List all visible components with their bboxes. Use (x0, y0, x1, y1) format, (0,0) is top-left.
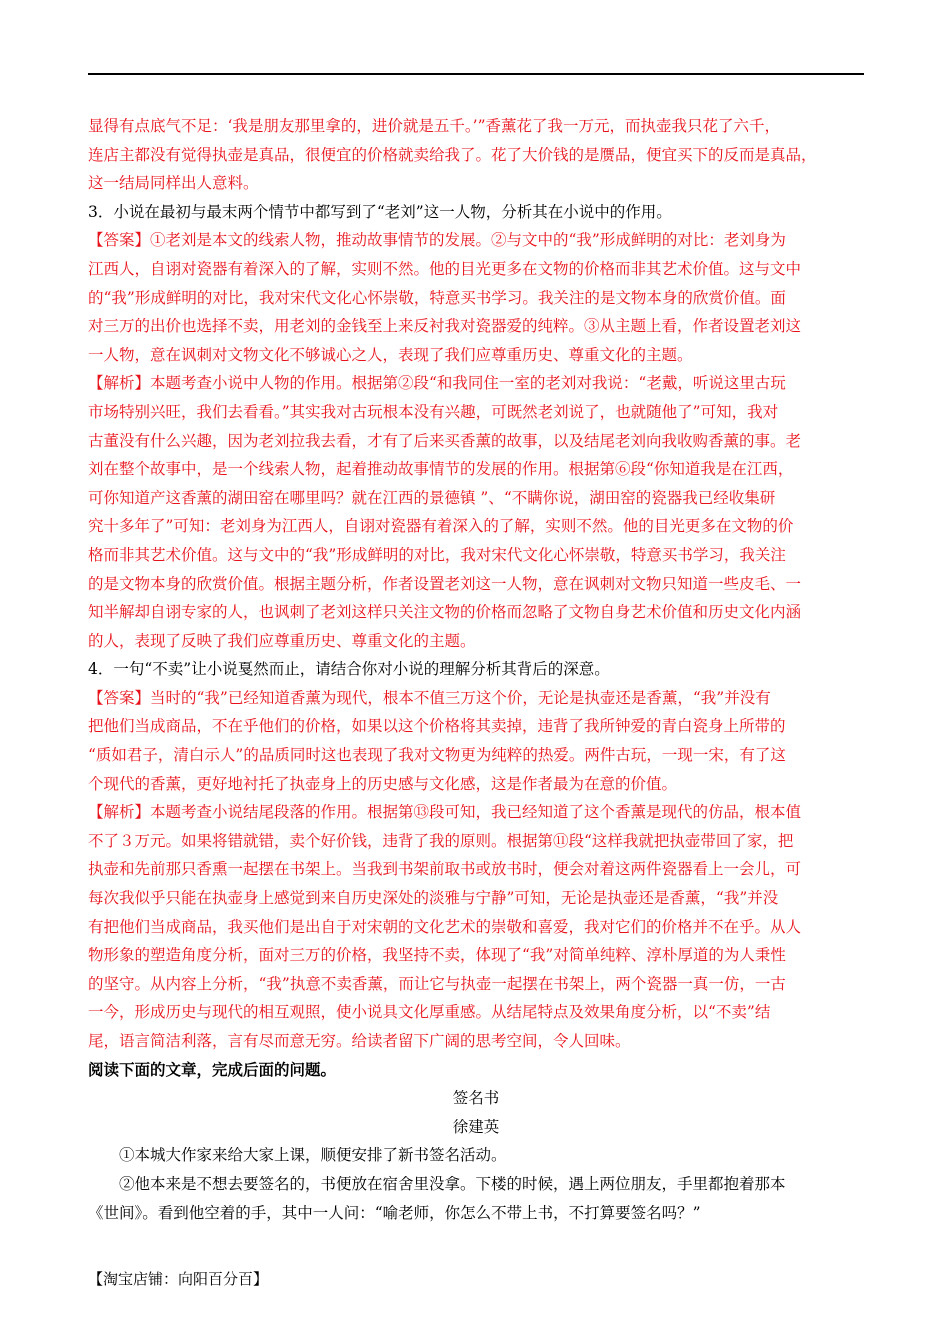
text-line: 的人，表现了反映了我们应尊重历史、尊重文化的主题。 (88, 631, 476, 650)
text-line: 4．一句“不卖”让小说戛然而止，请结合你对小说的理解分析其背后的深意。 (88, 660, 610, 679)
text-line: 【答案】①老刘是本文的线索人物，推动故事情节的发展。②与文中的“我”形成鲜明的对比：老刘身为 (88, 231, 786, 250)
text-line: 不了３万元。如果将错就错，卖个好价钱，违背了我的原则。根据第⑪段“这样我就把执壶带回了家，把 (88, 831, 794, 850)
text-line: 阅读下面的文章，完成后面的问题。 (88, 1059, 337, 1079)
text-line: 物形象的塑造角度分析，面对三万的价格，我坚持不卖，体现了“我”对简单纯粹、淳朴厚道的为人秉性 (88, 946, 786, 965)
text-line: 【解析】本题考查小说中人物的作用。根据第②段“和我同住一室的老刘对我说：“老戴，听说这里古玩 (88, 374, 786, 393)
text-line: 《世间》。看到他空着的手，其中一人问：“喻老师，你怎么不带上书，不打算要签名吗？” (88, 1203, 701, 1222)
text-line: 有把他们当成商品，我买他们是出自于对宋朝的文化艺术的崇敬和喜爱，我对它们的价格并不在乎。从人 (88, 917, 802, 936)
text-line: 对三万的出价也选择不卖，用老刘的金钱至上来反衬我对瓷器爱的纯粹。③从主题上看，作者设置老刘这 (88, 317, 802, 336)
text-line: 显得有点底气不足：‘我是朋友那里拿的，进价就是五千。’”香薰花了我一万元，而执壶我只花了六千， (88, 117, 781, 135)
text-line: 徐建英 (452, 1117, 500, 1136)
text-line: 一今，形成历史与现代的相互观照，使小说具文化厚重感。从结尾特点及效果角度分析，以“不卖”结 (88, 1003, 771, 1022)
text-line: 究十多年了”可知：老刘身为江西人，自诩对瓷器有着深入的了解，实则不然。他的目光更多在文物的价 (88, 517, 794, 536)
text-line: 市场特别兴旺，我们去看看。”其实我对古玩根本没有兴趣，可既然老刘说了，也就随他了”可知，我对 (88, 402, 779, 421)
text-line: 的是文物本身的欣赏价值。根据主题分析，作者设置老刘这一人物，意在讽刺对文物只知道一些皮毛、一 (88, 574, 802, 593)
document-body (88, 112, 864, 1227)
text-line: 尾，语言简洁利落，言有尽而意无穷。给读者留下广阔的思考空间，令人回味。 (88, 1032, 631, 1050)
text-line: 【答案】当时的“我”已经知道香薰为现代，根本不值三万这个价，无论是执壶还是香薰，“我”并没有 (88, 688, 771, 707)
text-line: “质如君子，清白示人”的品质同时这也表现了我对文物更为纯粹的热爱。两件古玩，一现一宋，有了这 (88, 746, 786, 765)
text-line: 知半解却自诩专家的人，也讽刺了老刘这样只关注文物的价格而忽略了文物自身艺术价值和历史文化内涵 (88, 603, 802, 622)
header-rule (88, 73, 864, 75)
text-line: 的坚守。从内容上分析，“我”执意不卖香薰，而让它与执壶一起摆在书架上，两个瓷器一真一仿，一古 (88, 974, 786, 993)
text-line: 格而非其艺术价值。这与文中的“我”形成鲜明的对比，我对宋代文化心怀崇敬，特意买书学习，我关注 (88, 545, 786, 564)
text-line: 可你知道产这香薰的湖田窑在哪里吗？就在江西的景德镇 ”、“不瞒你说，湖田窑的瓷器我已经收集研 (88, 488, 776, 507)
text-line: 3．小说在最初与最末两个情节中都写到了“老刘”这一人物，分析其在小说中的作用。 (88, 202, 672, 221)
footer-shop-label: 【淘宝店铺：向阳百分百】 (88, 1270, 269, 1288)
text-line: 连店主都没有觉得执壶是真品，很便宜的价格就卖给我了。花了大价钱的是赝品，便宜买下的反而是真品， (88, 145, 817, 164)
text-line: 执壶和先前那只香熏一起摆在书架上。当我到书架前取书或放书时，便会对着这两件瓷器看上一会儿，可 (88, 860, 802, 879)
text-line: 刘在整个故事中，是一个线索人物，起着推动故事情节的发展的作用。根据第⑥段“你知道我是在江西， (88, 460, 794, 479)
text-line: 江西人，自诩对瓷器有着深入的了解，实则不然。他的目光更多在文物的价格而非其艺术价值。这与文中 (88, 259, 802, 278)
text-line: 古董没有什么兴趣，因为老刘拉我去看，才有了后来买香薰的故事，以及结尾老刘向我收购香薰的事。老 (88, 431, 802, 450)
text-line: 把他们当成商品，不在乎他们的价格，如果以这个价格将其卖掉，违背了我所钟爱的青白瓷身上所带的 (88, 717, 786, 736)
text-line: 这一结局同样出人意料。 (88, 174, 259, 193)
text-line: 【解析】本题考查小说结尾段落的作用。根据第⑬段可知，我已经知道了这个香薰是现代的仿品，根本值 (88, 803, 802, 822)
text-line: 一人物，意在讽刺对文物文化不够诚心之人，表现了我们应尊重历史、尊重文化的主题。 (88, 345, 693, 364)
text-line: ①本城大作家来给大家上课，顺便安排了新书签名活动。 (119, 1146, 507, 1165)
text-line: ②他本来是不想去要签名的，书便放在宿舍里没拿。下楼的时候，遇上两位朋友，手里都抱着那本 (119, 1174, 786, 1193)
text-line: 每次我似乎只能在执壶身上感觉到来自历史深处的淡雅与宁静”可知，无论是执壶还是香薰，“我”并没 (88, 889, 779, 908)
text-line: 个现代的香薰，更好地衬托了执壶身上的历史感与文化感，这是作者最为在意的价值。 (88, 774, 678, 793)
text-line: 的“我”形成鲜明的对比，我对宋代文化心怀崇敬，特意买书学习。我关注的是文物本身的欣赏价值。面 (88, 288, 786, 307)
text-line: 签名书 (452, 1089, 500, 1108)
